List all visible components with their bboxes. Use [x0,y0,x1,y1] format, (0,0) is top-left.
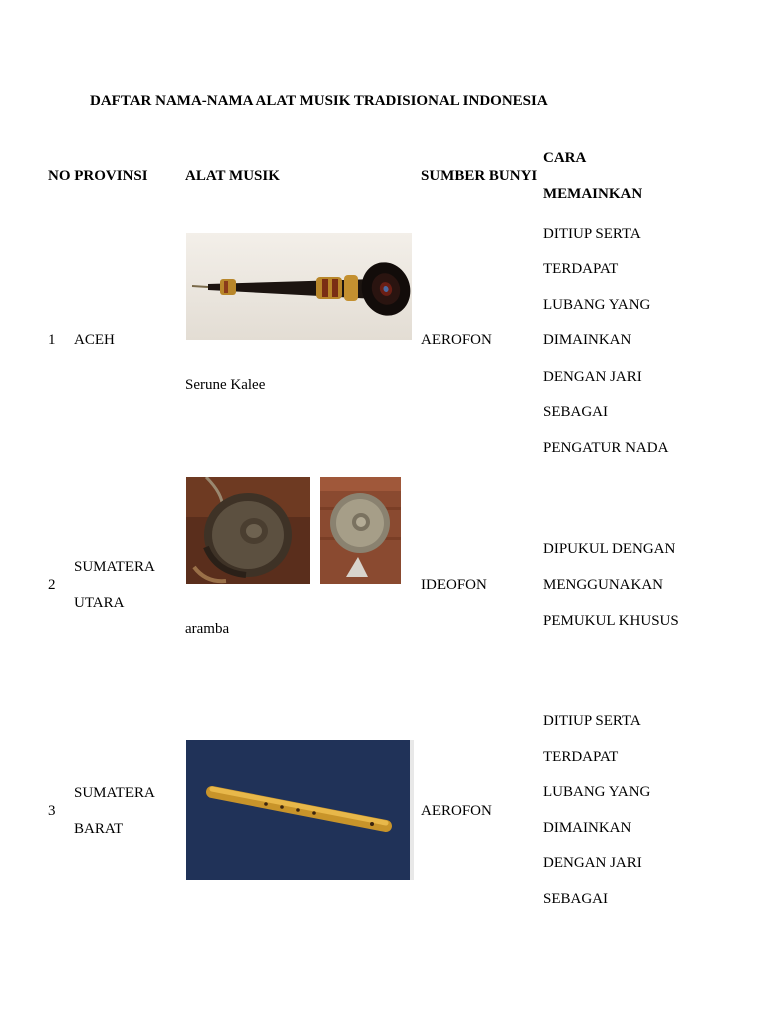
serune-kalee-image [186,233,412,340]
cara-line: DENGAN JARI [543,369,642,385]
cara-line: TERDAPAT [543,749,619,765]
cara-line: DENGAN JARI [543,855,642,871]
cara-line: LUBANG YANG [543,784,651,800]
row-number: 3 [48,803,56,819]
row-number: 2 [48,577,56,593]
cara-line: MENGGUNAKAN [543,577,663,593]
row-provinsi: UTARA [74,595,125,611]
document-title: DAFTAR NAMA-NAMA ALAT MUSIK TRADISIONAL INDONESIA [90,93,548,109]
header-no-provinsi: NO PROVINSI [48,168,148,184]
header-sumber-bunyi: SUMBER BUNYI [421,168,538,184]
cara-line: DITIUP SERTA [543,713,641,729]
sumber-bunyi: AEROFON [421,332,492,348]
row-number: 1 [48,332,56,348]
row-provinsi: SUMATERA [74,559,155,575]
aramba-image-2 [320,477,401,584]
cara-line: DIMAINKAN [543,820,632,836]
sumber-bunyi: AEROFON [421,803,492,819]
sumber-bunyi: IDEOFON [421,577,487,593]
cara-line: PENGATUR NADA [543,440,669,456]
header-alat-musik: ALAT MUSIK [185,168,280,184]
cara-line: PEMUKUL KHUSUS [543,613,679,629]
saluang-image [186,740,414,880]
header-cara-line2: MEMAINKAN [543,186,643,202]
alat-musik-name: Serune Kalee [185,377,266,393]
cara-line: SEBAGAI [543,891,609,907]
row-provinsi: SUMATERA [74,785,155,801]
cara-line: TERDAPAT [543,261,619,277]
cara-line: DITIUP SERTA [543,226,641,242]
cara-line: DIMAINKAN [543,332,632,348]
header-cara-line1: CARA [543,150,587,166]
cara-line: DIPUKUL DENGAN [543,541,676,557]
row-provinsi: ACEH [74,332,115,348]
aramba-image-1 [186,477,310,584]
alat-musik-name: aramba [185,621,230,637]
cara-line: SEBAGAI [543,404,609,420]
cara-line: LUBANG YANG [543,297,651,313]
row-provinsi: BARAT [74,821,124,837]
